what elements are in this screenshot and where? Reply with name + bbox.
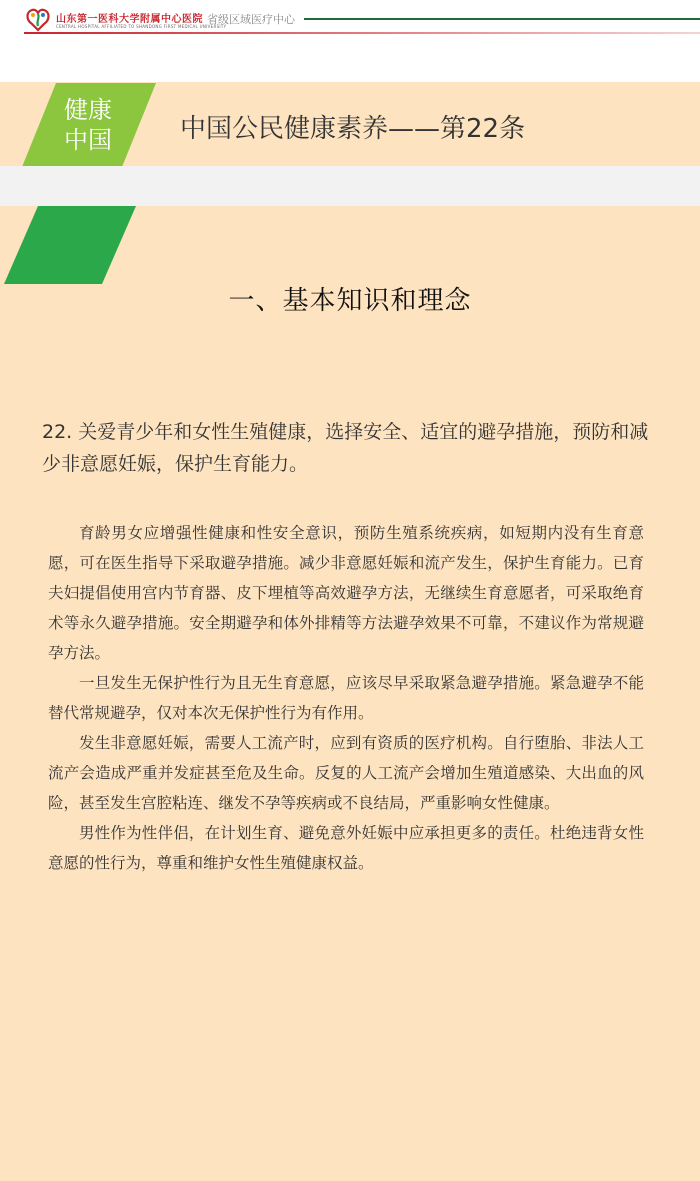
divider-band xyxy=(0,166,700,206)
body-paragraph-2: 一旦发生无保护性行为且无生育意愿，应该尽早采取紧急避孕措施。紧急避孕不能替代常规避孕，仅对本次无保护性行为有作用。 xyxy=(48,674,644,722)
hospital-name: 山东第一医科大学附属中心医院 xyxy=(56,14,203,25)
tag-line-1: 健康 xyxy=(64,96,112,124)
header-rule-green xyxy=(304,18,700,20)
hospital-tagline: 省级区域医疗中心 xyxy=(207,13,295,26)
green-parallelogram-decoration xyxy=(4,206,136,284)
page-title: 中国公民健康素养——第22条 xyxy=(180,114,526,144)
page-header xyxy=(0,0,700,82)
tag-label xyxy=(60,95,116,155)
hospital-logo-icon xyxy=(24,6,52,32)
hospital-name-english: CENTRAL HOSPITAL AFFILIATED TO SHANDONG FIRST MEDICAL UNIVERSITY xyxy=(56,24,227,29)
body-paragraph-1: 育龄男女应增强性健康和性安全意识，预防生殖系统疾病，如短期内没有生育意愿，可在医生指导下采取避孕措施。减少非意愿妊娠和流产发生，保护生育能力。已育夫妇提倡使用宫内节育器、皮下埋植等高效避孕方法，无继续生育意愿者，可采取绝育术等永久避孕措施。安全期避孕和体外排精等方法避孕效果不可靠，不建议作为常规避孕方法。 xyxy=(48,524,644,662)
body-paragraph-3: 发生非意愿妊娠，需要人工流产时，应到有资质的医疗机构。自行堕胎、非法人工流产会造成严重并发症甚至危及生命。反复的人工流产会增加生殖道感染、大出血的风险，甚至发生宫腔粘连、继发不孕等疾病或不良结局，严重影响女性健康。 xyxy=(48,734,644,812)
body-paragraph-4: 男性作为性伴侣，在计划生育、避免意外妊娠中应承担更多的责任。杜绝违背女性意愿的性行为，尊重和维护女性生殖健康权益。 xyxy=(48,824,644,872)
article-statement: 22. 关爱青少年和女性生殖健康，选择安全、适宜的避孕措施，预防和减少非意愿妊娠，保护生育能力。 xyxy=(42,421,649,475)
header-rule-red xyxy=(24,32,700,34)
section-heading: 一、基本知识和理念 xyxy=(228,286,472,316)
tag-line-2: 中国 xyxy=(64,126,112,154)
article-body xyxy=(48,518,644,878)
